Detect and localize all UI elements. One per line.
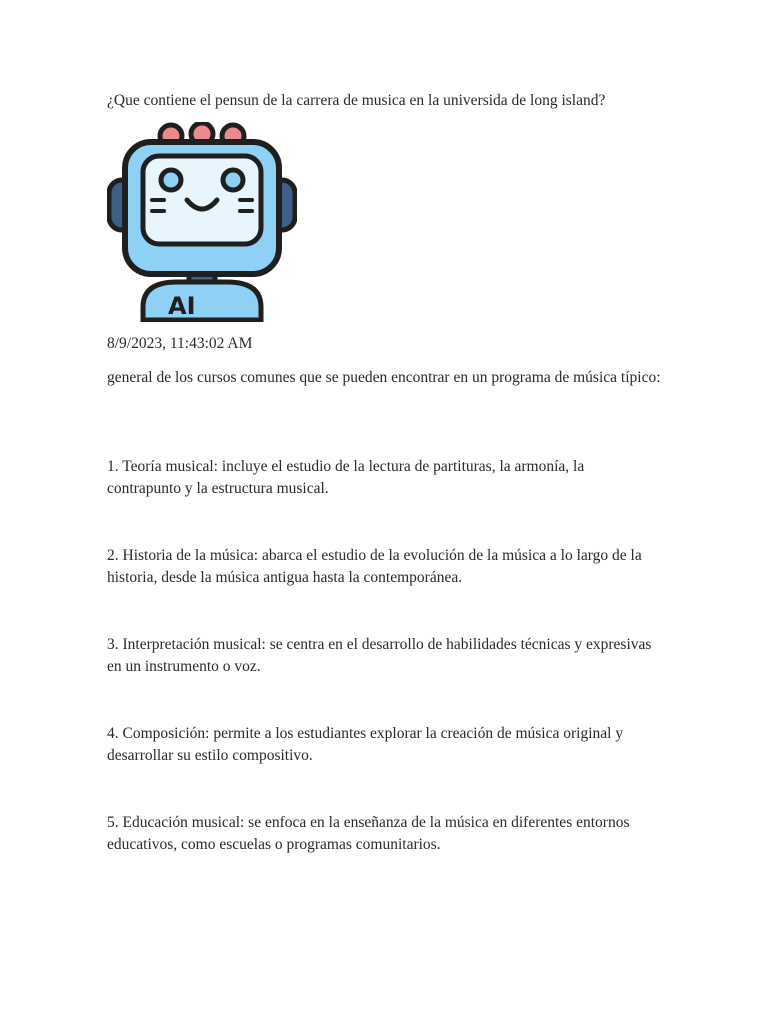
list-item: 2. Historia de la música: abarca el estudio de la evolución de la música a lo largo de la historia, desde la música antigua hasta la contemporánea. [107,547,642,586]
message-timestamp: 8/9/2023, 11:43:02 AM [107,335,253,352]
list-item: 5. Educación musical: se enfoca en la enseñanza de la música en diferentes entornos educativos, como escuelas o programas comunitarios. [107,814,630,853]
ai-badge-text: AI [168,292,196,320]
user-question: ¿Que contiene el pensun de la carrera de musica en la universida de long island? [107,92,606,109]
robot-ai-icon [107,122,297,322]
list-item: 1. Teoría musical: incluye el estudio de la lectura de partituras, la armonía, la contrapunto y la estructura musical. [107,458,585,497]
list-item: 4. Composición: permite a los estudiantes explorar la creación de música original y desarrollar su estilo compositivo. [107,725,624,764]
ai-avatar [107,122,297,322]
list-item: 3. Interpretación musical: se centra en el desarrollo de habilidades técnicas y expresivas en un instrumento o voz. [107,636,652,675]
answer-intro: general de los cursos comunes que se pueden encontrar en un programa de música típico: [107,369,661,386]
